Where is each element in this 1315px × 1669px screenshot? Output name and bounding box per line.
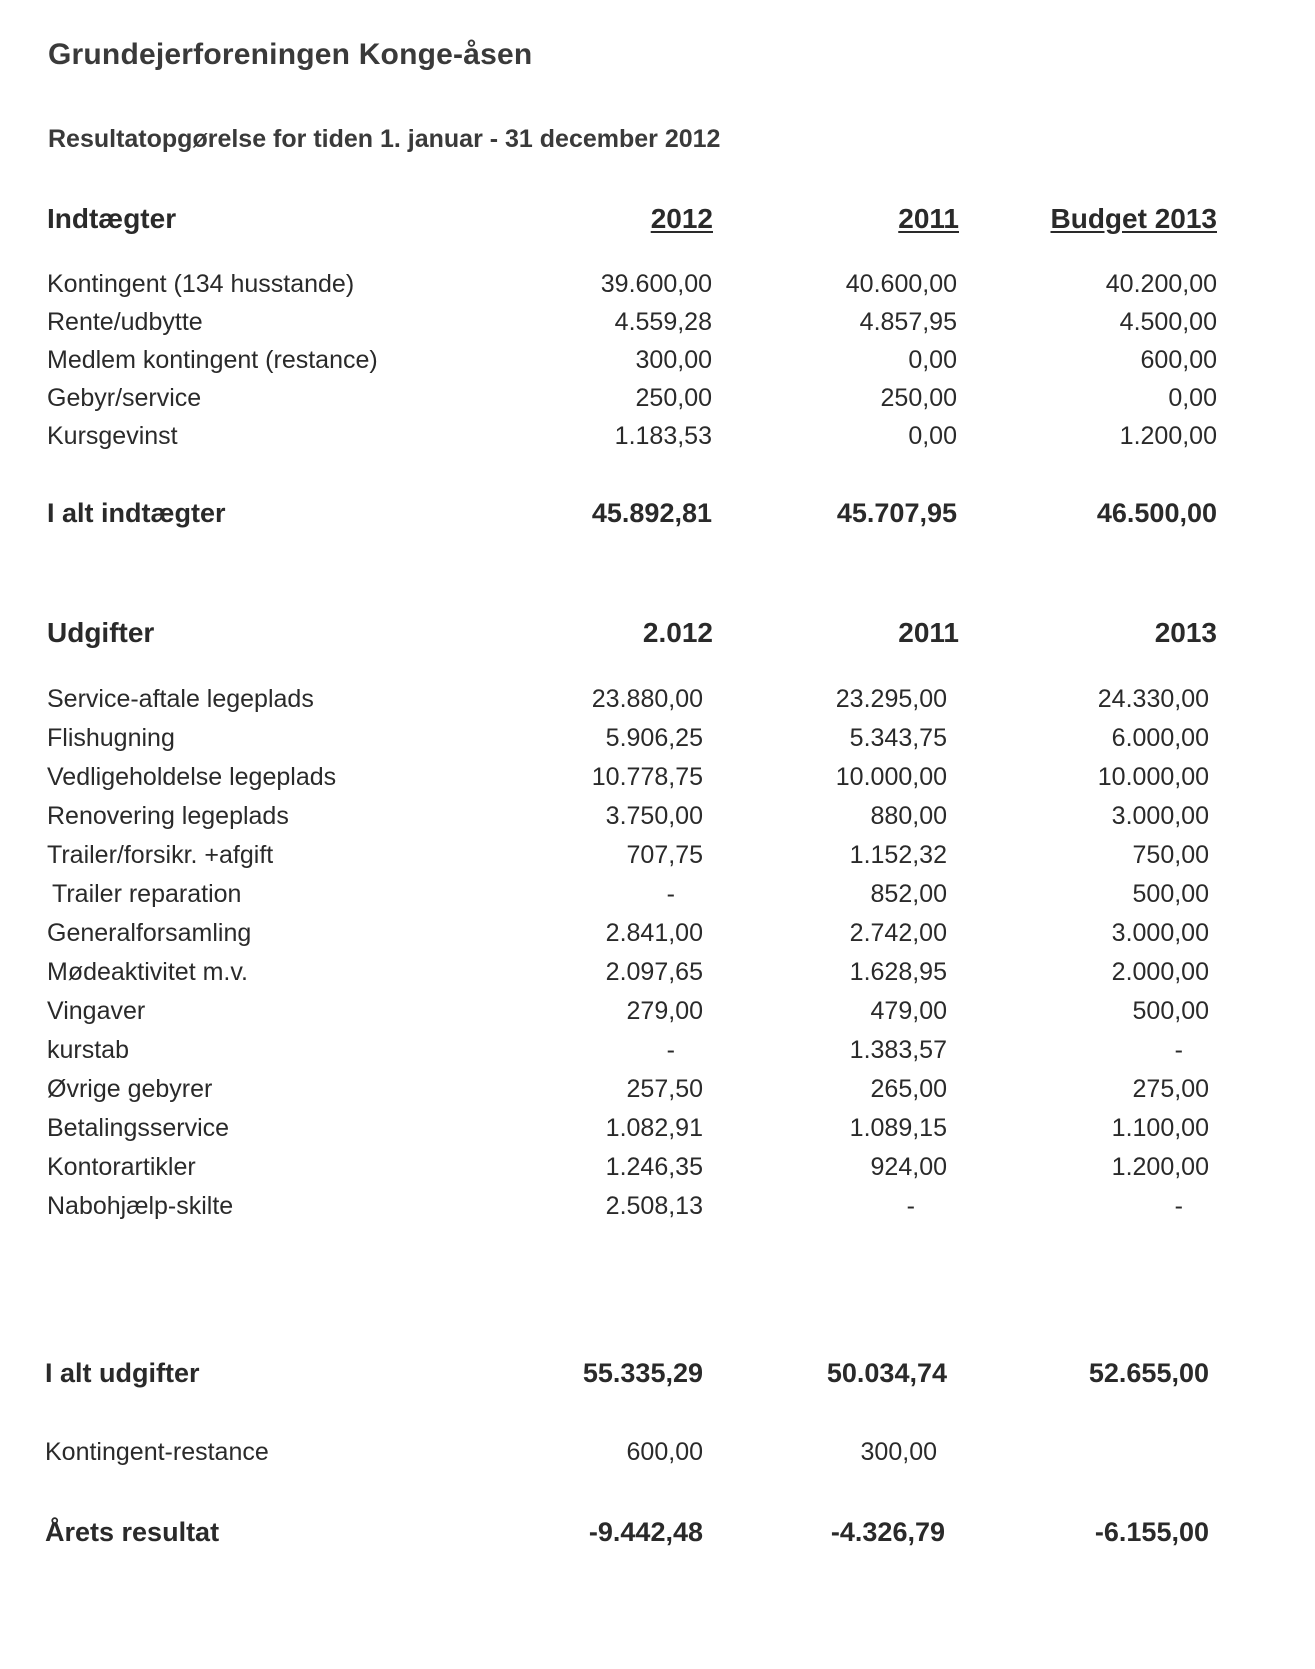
income-row: Gebyr/service 250,00 250,00 0,00	[47, 384, 1217, 412]
document-title: Grundejerforeningen Konge-åsen	[48, 38, 533, 71]
annual-result-row: Årets resultat -9.442,48 -4.326,79 -6.155,00	[45, 1517, 1209, 1547]
expenses-total-row: I alt udgifter 55.335,29 50.034,74 52.655,00	[45, 1358, 1209, 1388]
expenses-header-row: Udgifter 2.012 2011 2013	[47, 617, 1217, 648]
income-row: Kursgevinst 1.183,53 0,00 1.200,00	[47, 422, 1217, 450]
expense-row: Generalforsamling 2.841,00 2.742,00 3.000,00	[47, 919, 1209, 947]
expense-row: Trailer reparation - 852,00 500,00	[52, 880, 1209, 908]
expense-row: Trailer/forsikr. +afgift 707,75 1.152,32 750,00	[47, 841, 1209, 869]
expense-row: Mødeaktivitet m.v. 2.097,65 1.628,95 2.000,00	[47, 958, 1209, 986]
income-header-row	[0, 203, 1315, 241]
income-heading: Indtægter	[47, 203, 177, 234]
expense-row: Betalingsservice 1.082,91 1.089,15 1.100,00	[47, 1114, 1209, 1142]
expense-row: Flishugning 5.906,25 5.343,75 6.000,00	[47, 724, 1209, 752]
col-2012-heading: 2012	[650, 203, 713, 234]
expense-row: Vedligeholdelse legeplads 10.778,75 10.000,00 10.000,00	[47, 763, 1209, 791]
expense-row: Øvrige gebyrer 257,50 265,00 275,00	[47, 1075, 1209, 1103]
restance-row: Kontingent-restance 600,00 300,00	[45, 1438, 937, 1466]
expenses-heading: Udgifter	[47, 617, 155, 648]
col-2011-heading: 2011	[898, 203, 959, 234]
expense-row: Kontorartikler 1.246,35 924,00 1.200,00	[47, 1153, 1209, 1181]
income-row: Kontingent (134 husstande) 39.600,00 40.600,00 40.200,00	[47, 270, 1217, 298]
income-row: Rente/udbytte 4.559,28 4.857,95 4.500,00	[47, 308, 1217, 336]
income-total-row: I alt indtægter 45.892,81 45.707,95 46.500,00	[47, 498, 1217, 528]
expense-row: Vingaver 279,00 479,00 500,00	[47, 997, 1209, 1025]
expense-row: Service-aftale legeplads 23.880,00 23.295,00 24.330,00	[47, 685, 1209, 713]
expense-row: kurstab - 1.383,57 -	[47, 1036, 1183, 1064]
document-subtitle: Resultatopgørelse for tiden 1. januar - 31 december 2012	[48, 125, 721, 153]
expense-row: Renovering legeplads 3.750,00 880,00 3.000,00	[47, 802, 1209, 830]
expense-row: Nabohjælp-skilte 2.508,13 - -	[47, 1192, 1183, 1220]
income-row: Medlem kontingent (restance) 300,00 0,00 600,00	[47, 346, 1217, 374]
col-budget-2013-heading: Budget 2013	[1050, 203, 1217, 234]
